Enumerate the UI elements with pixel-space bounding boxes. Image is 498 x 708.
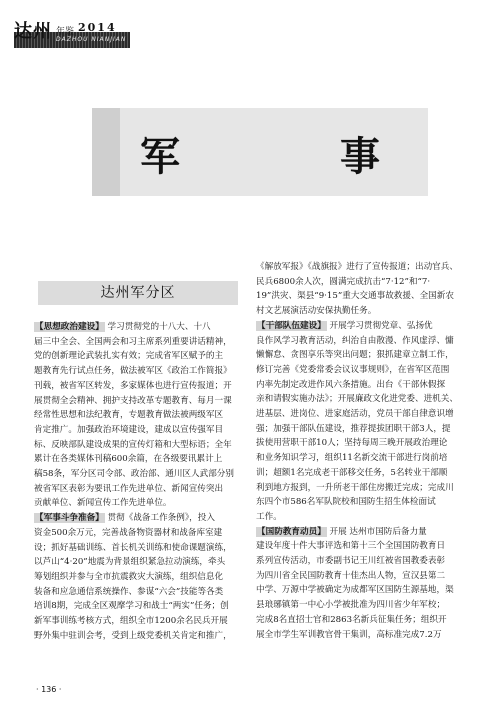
section-title: 达州军分区 bbox=[100, 285, 176, 301]
paragraph-line: 新军事训练考核方式，组织全市1200余名民兵开展 bbox=[34, 616, 228, 627]
paragraph-line: 修订完善《党委常委会议议事规则》，在省军区范围 bbox=[256, 364, 450, 375]
paragraph-line: 稿58条，军分区司令部、政治部、通川区人武部分别 bbox=[34, 469, 234, 480]
paragraph-line: 【军事斗争准备】 贯彻《战备工作条例》，投入 bbox=[35, 513, 215, 524]
paragraph-line: 19”洪灾、渠县“9·15”重大交通事故救援、全国新农 bbox=[256, 291, 454, 302]
paragraph-line: 【干部队伍建设】 开展学习贯彻党章、弘扬优 bbox=[257, 320, 433, 331]
paragraph-line: 内率先制定改进作风六条措施。出台《干部休假探 bbox=[256, 379, 446, 390]
running-header bbox=[0, 10, 498, 42]
page-number: · 136 · bbox=[36, 685, 62, 694]
header-pinyin: DAZHOU NIANJIAN bbox=[56, 36, 127, 43]
paragraph-line: 标、反映部队建设成果的宣传灯箱和大型标语；全年 bbox=[34, 439, 232, 450]
paragraph-line: 亲和请假实施办法》；开展廉政文化进党委、进机关、 bbox=[256, 394, 458, 405]
header-year: 2014 bbox=[78, 21, 117, 34]
paragraph-line: 刊载，被省军区转发，多家媒体也进行宣传报道；开 bbox=[34, 380, 232, 391]
paragraph-line: 展贯彻全会精神、拥护支持改革专题教育、每月一课 bbox=[34, 395, 232, 406]
paragraph-line: 东四个市586名军队院校和国防生招生体检面试 bbox=[256, 497, 436, 508]
paragraph-line: 中学、万源中学被确定为成都军区国防生源基地，渠 bbox=[256, 585, 454, 596]
chapter-title bbox=[130, 128, 390, 178]
paragraph-tag-politics: 【思想政治建设】 bbox=[35, 322, 104, 332]
paragraph-line: 为四川省全民国防教育十佳杰出人物，宣汉县第二 bbox=[256, 570, 446, 581]
paragraph-line: 资金500余万元，完善战备物资器材和战备库室建 bbox=[34, 527, 223, 538]
paragraph-tag-cadre: 【干部队伍建设】 bbox=[257, 320, 326, 331]
chapter-title-char-1: 军 bbox=[140, 132, 180, 180]
paragraph-line: 系列宣传活动，市委副书记王川红被省国教委表彰 bbox=[256, 556, 446, 567]
paragraph-line: 经常性思想和法纪教育，专题教育做法被两级军区 bbox=[34, 410, 224, 421]
paragraph-line: 届三中全会、全国两会和习主席系列重要讲话精神， bbox=[34, 336, 232, 347]
paragraph-line: 贡献单位、新闻宣传工作先进单位。 bbox=[34, 498, 172, 509]
header-city: 达州 bbox=[14, 21, 52, 42]
paragraph-line: 【国防教育动员】 开展 达州市国防后备力量 bbox=[257, 526, 427, 537]
paragraph-line: 累计在各类媒体刊稿600余篇，在各级要讯累计上 bbox=[34, 454, 223, 465]
paragraph-line: 野外集中驻训会考，受到上级党委机关肯定和推广， bbox=[34, 630, 232, 641]
left-column bbox=[34, 320, 242, 643]
paragraph-line: 展全市学生军训教官骨干集训，高标准完成7.2万 bbox=[256, 629, 442, 640]
chapter-title-char-2: 事 bbox=[340, 132, 380, 180]
paragraph-line: 设；抓好基础训练、首长机关训练和使命课题演练， bbox=[34, 542, 232, 553]
paragraph-line: 完成8名直招士官和2863名新兵征集任务；组织开 bbox=[256, 614, 447, 625]
paragraph-line: 民兵6800余人次，圆满完成抗击“7·12”和“7· bbox=[256, 276, 431, 287]
paragraph-line: 和业务知识学习，组织11名新交流干部进行岗前培 bbox=[256, 453, 448, 464]
paragraph-line: 强；加强干部队伍建设，推荐提拔团职干部3人，提 bbox=[256, 423, 451, 434]
paragraph-tag-military: 【军事斗争准备】 bbox=[35, 513, 104, 524]
paragraph-line: 懒懈怠、贪图享乐等突出问题；狠抓建章立制工作， bbox=[256, 350, 454, 361]
paragraph-line: 【思想政治建设】 学习贯彻党的十八大、十八 bbox=[35, 322, 211, 332]
right-column bbox=[256, 260, 468, 642]
paragraph-tag-defense: 【国防教育动员】 bbox=[257, 526, 326, 537]
paragraph-line: 利到地方报到，一升所老干部住房搬迁完成；完成川 bbox=[256, 482, 454, 493]
paragraph-line: 培训8期，完成全区观摩学习和战士“两实”任务；创 bbox=[34, 601, 229, 612]
paragraph-line: 县琅琊镇第一中心小学被批准为四川省少年军校； bbox=[256, 600, 446, 611]
paragraph-line: 装备和应急通信系统操作、参谋“六会”技能等各类 bbox=[34, 586, 224, 597]
paragraph-line: 党的创新理论武装扎实有效；完成省军区赋予的主 bbox=[34, 351, 224, 362]
paragraph-line: 筹划组织并参与全市抗震救灾大演练，组织信息化 bbox=[34, 571, 224, 582]
paragraph-line: 《解放军报》《战旗报》进行了宣传报道；出动官兵、 bbox=[256, 262, 458, 272]
chapter-banner-strip bbox=[92, 108, 120, 196]
paragraph-line: 肯定推广。加强政治环境建设，建成以宣传强军目 bbox=[34, 424, 224, 435]
paragraph-line: 建设年度十件大事评选和第十三个全国国防教育日 bbox=[256, 541, 446, 552]
paragraph-line: 村文艺展演活动安保执勤任务。 bbox=[256, 306, 377, 317]
header-nianjian: 年鉴 bbox=[56, 27, 75, 37]
paragraph-line: 被省军区表彰为要讯工作先进单位、新闻宣传突出 bbox=[34, 483, 224, 494]
paragraph-line: 进基层、进岗位、进家庭活动，党员干部自律意识增 bbox=[256, 409, 454, 420]
paragraph-line: 拔使用营职干部10人；坚持每周三晚开展政治理论 bbox=[256, 438, 448, 449]
paragraph-line: 良作风学习教育活动，纠治自由散漫、作风虚浮、慵 bbox=[256, 335, 454, 346]
paragraph-line: 工作。 bbox=[256, 511, 282, 522]
paragraph-line: 以芦山“4·20”地震为背景组织紧急拉动演练，牵头 bbox=[34, 557, 226, 568]
paragraph-line: 题教育先行试点任务，做法被军区《政治工作简报》 bbox=[34, 366, 232, 377]
paragraph-line: 训；超额1名完成老干部移交任务，5名转业干部顺 bbox=[256, 467, 448, 478]
